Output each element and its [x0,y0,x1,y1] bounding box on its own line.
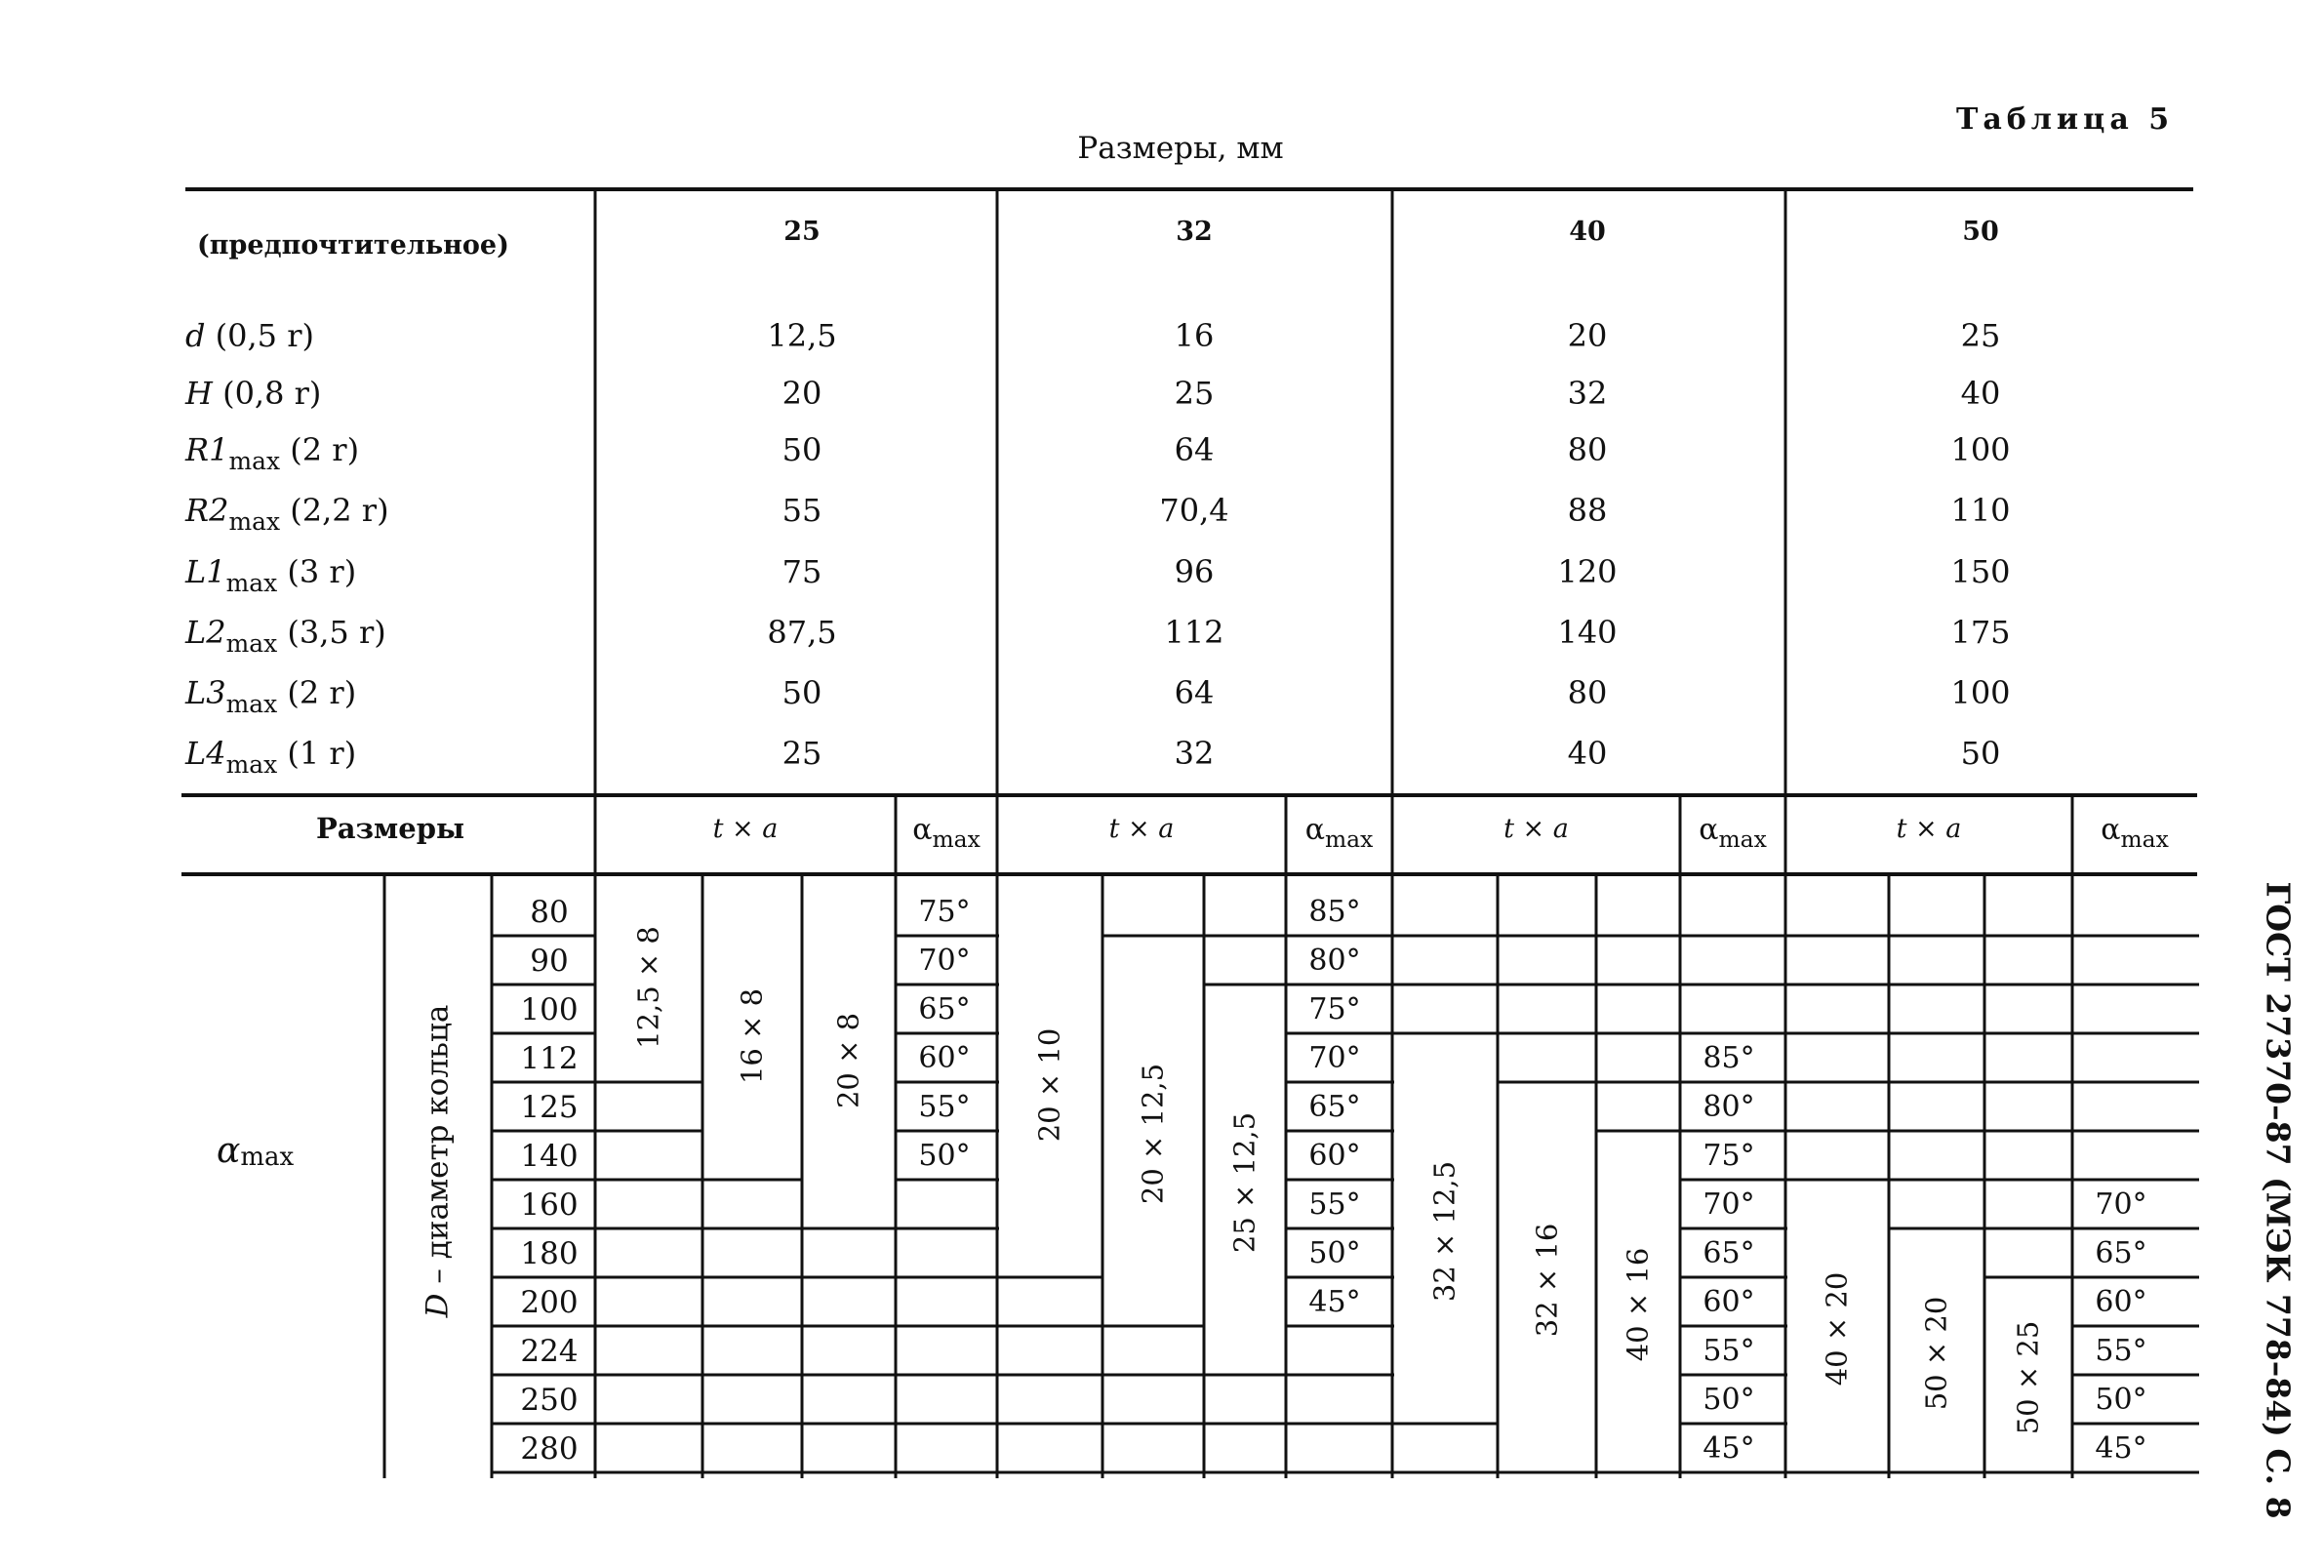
angle-value: 80° [1308,944,1361,978]
diameter-label-symbol: D [420,1293,456,1318]
size-label: 50 × 25 [2011,1320,2045,1435]
param-value: 80 [1567,431,1608,468]
amax-row-label-symbol: α [217,1131,241,1171]
angle-value: 50° [2095,1383,2147,1417]
param-value: 25 [781,735,822,772]
param-value: 12,5 [767,317,837,354]
amax-symbol: α [1304,813,1325,847]
param-coefficient: (3 r) [277,553,357,590]
amax-header-2 [1304,813,1374,854]
param-subscript: max [225,689,278,718]
diameter-label [420,1004,456,1318]
side-caption: ГОСТ 27370–87 (МЭК 778–84) С. 8 [2259,881,2298,1519]
param-symbol: R2 [185,492,229,529]
angle-value: 65° [918,992,971,1026]
diameter-value: 100 [520,992,579,1027]
angle-value: 75° [918,895,971,929]
amax-subscript: max [2120,825,2169,854]
txa-header-2: t × a [1108,814,1175,844]
size-label: 25 × 12,5 [1227,1111,1262,1254]
param-subscript: max [228,506,281,536]
angle-value: 60° [1703,1285,1755,1319]
amax-header-1 [912,813,981,854]
param-value: 175 [1950,614,2011,651]
param-coefficient: (0,5 r) [205,317,314,354]
param-label-6 [185,614,386,658]
angle-value: 70° [1703,1187,1755,1222]
angle-value: 60° [1308,1139,1361,1173]
param-value: 55 [781,492,822,529]
param-coefficient: (3,5 r) [277,614,386,651]
txa-header-4: t × a [1896,814,1962,844]
angle-value: 65° [2095,1236,2147,1270]
angle-value: 55° [1703,1334,1755,1368]
amax-symbol: α [1699,813,1719,847]
amax-row-label-subscript: max [240,1143,295,1172]
diameter-value: 90 [530,944,569,979]
param-value: 75 [781,553,822,590]
size-label: 32 × 12,5 [1427,1160,1462,1303]
angle-value: 45° [1703,1431,1755,1466]
param-coefficient: (0,8 r) [212,375,322,412]
param-value: 100 [1950,674,2011,711]
angle-value: 55° [1308,1187,1361,1222]
txa-header-1: t × a [712,814,779,844]
diameter-value: 280 [520,1431,579,1467]
angle-value: 50° [1703,1383,1755,1417]
param-coefficient: (2,2 r) [280,492,389,529]
diameter-value: 200 [520,1285,579,1320]
param-label-5 [185,553,357,597]
param-value: 112 [1164,614,1224,651]
size-label: 20 × 10 [1032,1027,1066,1143]
sizes-header: Размеры [315,812,465,845]
angle-value: 50° [918,1139,971,1173]
table-title: Таблица 5 [1956,102,2175,137]
param-value: 96 [1174,553,1215,590]
param-value: 50 [781,431,822,468]
angle-value: 70° [2095,1187,2147,1222]
amax-header-3 [1699,813,1767,854]
param-value: 20 [781,375,822,412]
size-label: 16 × 8 [735,987,769,1085]
top-col-3: 40 [1569,217,1606,247]
txa-header-3: t × a [1503,814,1569,844]
param-label-7 [185,674,357,718]
param-value: 25 [1960,317,2001,354]
param-symbol: d [185,317,206,354]
param-value: 80 [1567,674,1608,711]
diameter-value: 80 [530,895,569,930]
angle-value: 85° [1703,1041,1755,1075]
param-symbol: H [185,375,213,412]
angle-value: 65° [1308,1090,1361,1124]
param-value: 150 [1950,553,2011,590]
angle-value: 45° [1308,1285,1361,1319]
param-value: 32 [1567,375,1608,412]
param-coefficient: (1 r) [277,735,357,772]
diameter-value: 140 [520,1139,579,1174]
param-subscript: max [225,749,278,779]
param-symbol: L1 [185,553,226,590]
param-subscript: max [225,628,278,658]
param-value: 120 [1557,553,1618,590]
param-symbol: L3 [185,674,226,711]
top-col-2: 32 [1176,217,1213,247]
param-value: 70,4 [1159,492,1229,529]
diameter-value: 160 [520,1187,579,1223]
size-label: 40 × 16 [1621,1247,1655,1362]
param-label-2 [185,375,322,412]
size-label: 50 × 20 [1919,1296,1953,1411]
angle-value: 50° [1308,1236,1361,1270]
size-label: 40 × 20 [1820,1271,1854,1387]
param-value: 16 [1174,317,1215,354]
top-col-1: 25 [783,217,821,247]
param-value: 25 [1174,375,1215,412]
param-value: 40 [1960,375,2001,412]
param-label-1 [185,317,314,354]
angle-value: 55° [918,1090,971,1124]
diameter-label-text: – диаметр кольца [420,1004,456,1284]
param-value: 64 [1174,431,1215,468]
amax-subscript: max [932,825,981,854]
param-symbol: L2 [185,614,226,651]
size-label: 20 × 12,5 [1136,1063,1170,1205]
angle-value: 55° [2095,1334,2147,1368]
param-value: 88 [1567,492,1608,529]
amax-subscript: max [1324,825,1374,854]
param-label-8 [185,735,357,779]
angle-value: 70° [1308,1041,1361,1075]
top-col-4: 50 [1962,217,1999,247]
angle-value: 45° [2095,1431,2147,1466]
param-value: 64 [1174,674,1215,711]
units-caption: Размеры, мм [1077,131,1284,166]
angle-value: 75° [1308,992,1361,1026]
param-value: 100 [1950,431,2011,468]
angle-value: 60° [2095,1285,2147,1319]
param-value: 110 [1950,492,2011,529]
param-value: 140 [1557,614,1618,651]
param-label-4 [185,492,389,536]
top-header-label: (предпочтительное) [197,230,509,261]
param-value: 32 [1174,735,1215,772]
amax-row-label [217,1131,295,1172]
amax-symbol: α [2101,813,2121,847]
angle-value: 65° [1703,1236,1755,1270]
param-value: 50 [1960,735,2001,772]
param-coefficient: (2 r) [277,674,357,711]
param-subscript: max [225,568,278,597]
param-symbol: L4 [185,735,226,772]
param-value: 40 [1567,735,1608,772]
angle-value: 85° [1308,895,1361,929]
angle-value: 75° [1703,1139,1755,1173]
angle-value: 70° [918,944,971,978]
size-label: 20 × 8 [831,1012,865,1109]
diameter-value: 125 [520,1090,579,1125]
param-value: 20 [1567,317,1608,354]
diameter-value: 112 [520,1041,579,1076]
diameter-value: 180 [520,1236,579,1271]
size-label: 32 × 16 [1530,1223,1563,1338]
amax-header-4 [2101,813,2169,854]
param-label-3 [185,431,360,475]
param-symbol: R1 [185,431,229,468]
amax-subscript: max [1718,825,1767,854]
param-value: 50 [781,674,822,711]
param-subscript: max [228,446,281,475]
param-coefficient: (2 r) [280,431,360,468]
diameter-value: 250 [520,1383,579,1418]
param-value: 87,5 [767,614,837,651]
size-label: 12,5 × 8 [631,926,665,1049]
angle-value: 80° [1703,1090,1755,1124]
amax-symbol: α [912,813,933,847]
angle-value: 60° [918,1041,971,1075]
diameter-value: 224 [520,1334,579,1369]
